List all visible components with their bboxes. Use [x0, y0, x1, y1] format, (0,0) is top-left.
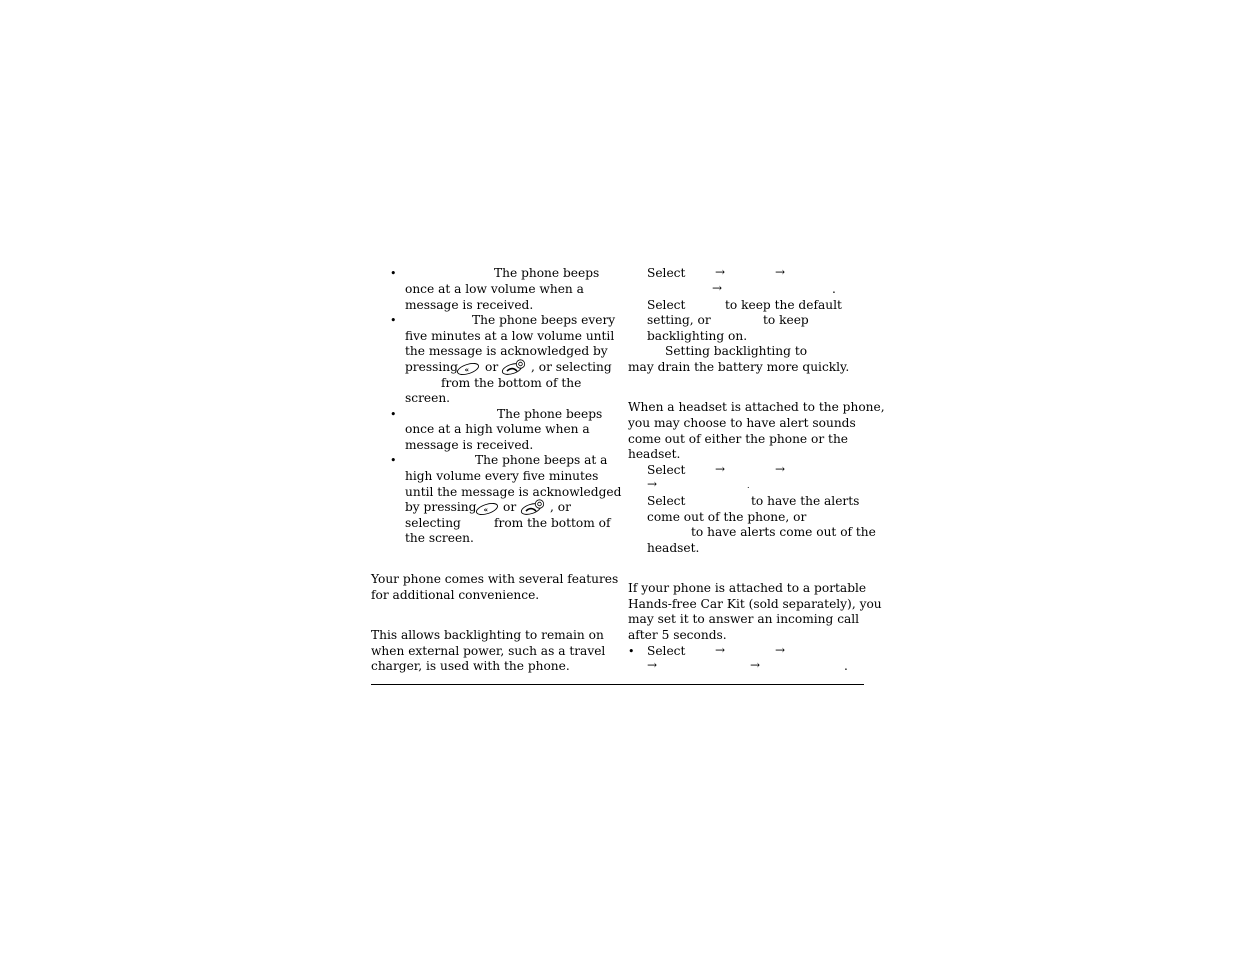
menu-arrow: → — [750, 658, 761, 672]
features-line2: for additional convenience. — [371, 588, 540, 602]
headset-word: headset. — [647, 541, 700, 555]
step-setting-or: setting, or — [647, 313, 711, 327]
note-line1: Setting backlighting to — [665, 344, 808, 358]
carkit-desc-line3: may set it to answer an incoming call — [628, 612, 860, 626]
footer-rule — [371, 684, 864, 685]
bullet: • — [390, 408, 397, 421]
item3-line2: once at a high volume when a — [405, 422, 590, 436]
headset-desc-line3: come out of either the phone or the — [628, 432, 849, 446]
carkit-step-select: Select — [647, 644, 686, 658]
item2-line3: the message is acknowledged by — [405, 344, 608, 358]
headset-alerts-out: to have alerts come out of the — [691, 525, 876, 539]
item4-line3: until the message is acknowledged — [405, 485, 622, 499]
step-keep-default: to keep the default — [725, 298, 842, 312]
item4-screen: the screen. — [405, 531, 474, 545]
headset-desc-line1: When a headset is attached to the phone, — [628, 400, 885, 414]
note-line2: may drain the battery more quickly. — [628, 360, 850, 374]
item4-or: or — [503, 500, 517, 514]
item3-line1: The phone beeps — [497, 407, 603, 421]
menu-arrow: → — [712, 281, 723, 295]
menu-arrow: → — [775, 643, 786, 657]
item4-from-bottom: from the bottom of — [494, 516, 611, 530]
step-period: . — [832, 282, 836, 296]
item1-line1: The phone beeps — [494, 266, 600, 280]
item4-line2: high volume every five minutes — [405, 469, 599, 483]
menu-arrow: → — [647, 477, 658, 491]
item1-line3: message is received. — [405, 298, 534, 312]
svg-text:«: « — [464, 366, 470, 374]
bullet: • — [390, 267, 397, 280]
carkit-step-period: . — [844, 659, 848, 673]
bullet: • — [390, 314, 397, 327]
step-select-2: Select — [647, 298, 686, 312]
backlight-desc-line3: charger, is used with the phone. — [371, 659, 570, 673]
headset-desc-line2: you may choose to have alert sounds — [628, 416, 856, 430]
headset-step-select-2: Select — [647, 494, 686, 508]
menu-arrow: → — [775, 462, 786, 476]
headset-out-of-phone: come out of the phone, or — [647, 510, 807, 524]
item2-or-selecting: , or selecting — [531, 360, 612, 374]
carkit-desc-line4: after 5 seconds. — [628, 628, 727, 642]
carkit-desc-line1: If your phone is attached to a portable — [628, 581, 867, 595]
menu-arrow: → — [647, 658, 658, 672]
menu-arrow: → — [775, 265, 786, 279]
menu-arrow: → — [715, 462, 726, 476]
menu-arrow: → — [715, 265, 726, 279]
step-to-keep: to keep — [763, 313, 809, 327]
headset-step-select: Select — [647, 463, 686, 477]
step-select: Select — [647, 266, 686, 280]
item2-from-bottom: from the bottom of the — [441, 376, 582, 390]
item2-pressing: pressing — [405, 360, 458, 374]
headset-desc-line4: headset. — [628, 447, 681, 461]
item2-or: or — [485, 360, 499, 374]
item2-line2: five minutes at a low volume until — [405, 329, 615, 343]
svg-text:«: « — [483, 506, 489, 514]
backlight-desc-line1: This allows backlighting to remain on — [371, 628, 604, 642]
features-line1: Your phone comes with several features — [371, 572, 619, 586]
item2-screen: screen. — [405, 391, 451, 405]
item1-line2: once at a low volume when a — [405, 282, 584, 296]
item3-line3: message is received. — [405, 438, 534, 452]
item4-comma-or: , or — [550, 500, 571, 514]
headset-step-period: . — [747, 481, 750, 490]
item2-line1: The phone beeps every — [472, 313, 616, 327]
menu-arrow: → — [715, 643, 726, 657]
bullet: • — [390, 454, 397, 467]
carkit-desc-line2: Hands-free Car Kit (sold separately), you — [628, 597, 882, 611]
bullet: • — [628, 645, 635, 658]
item4-by-pressing: by pressing — [405, 500, 477, 514]
step-backlighting-on: backlighting on. — [647, 329, 748, 343]
headset-have-alerts: to have the alerts — [751, 494, 860, 508]
item4-line1: The phone beeps at a — [475, 453, 608, 467]
backlight-desc-line2: when external power, such as a travel — [371, 644, 606, 658]
item4-selecting: selecting — [405, 516, 461, 530]
